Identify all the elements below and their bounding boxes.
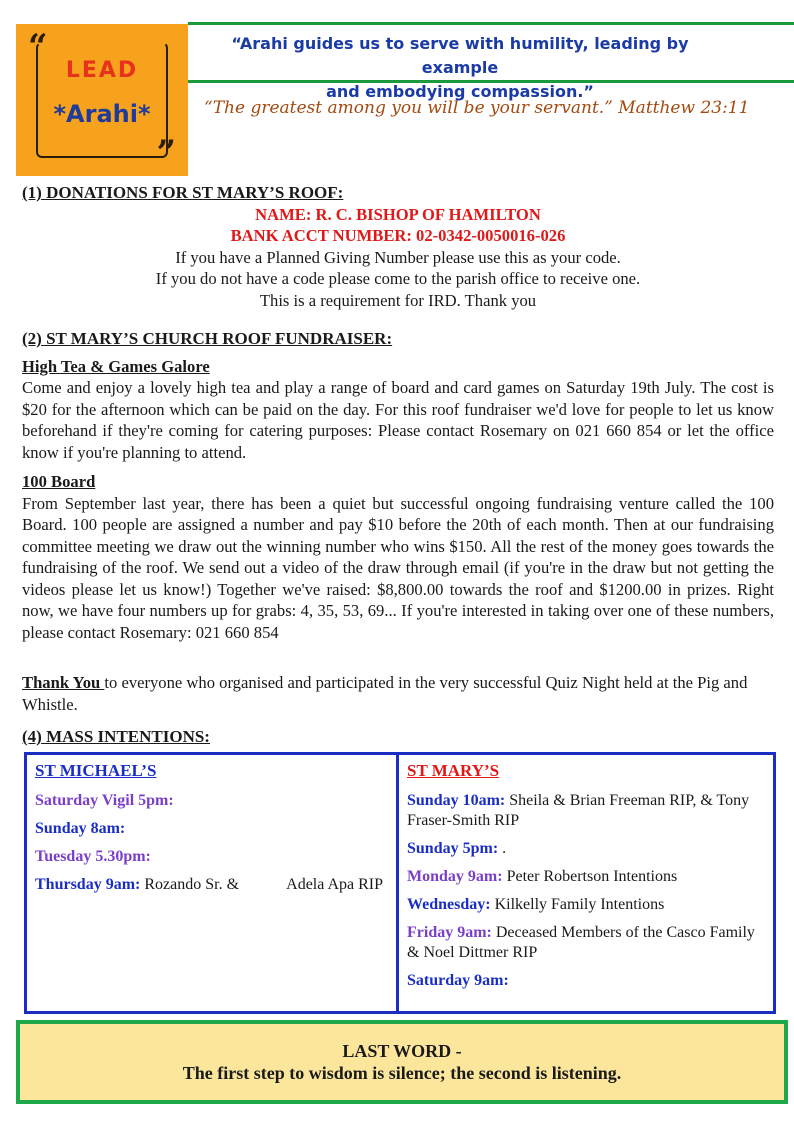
donations-line3: This is a requirement for IRD. Thank you <box>259 290 537 310</box>
mass-time: Friday 9am: <box>407 924 492 941</box>
mass-time: Monday 9am: <box>407 868 503 885</box>
mass-entry <box>407 971 765 991</box>
mass-entry <box>35 847 388 867</box>
donations-line2: If you do not have a code please come to the parish office to receive one. <box>155 269 641 288</box>
mass-intention: Peter Robertson Intentions <box>502 868 678 885</box>
thank-you-label: Thank You <box>22 673 105 692</box>
mass-intention: Deceased Members of the Casco Family & Noel Dittmer RIP <box>407 924 755 961</box>
mass-intention: Kilkelly Family Intentions <box>490 896 665 913</box>
mass-time: Saturday Vigil 5pm: <box>35 792 174 809</box>
st-marys-title: ST MARY’S <box>407 761 500 780</box>
mass-entry <box>407 867 765 887</box>
board-text: From September last year, there has been a quiet but successful ongoing fundraising venture called the 100 Board. 100 people are assigned a number and pay $10 before the 20th of each month. Then at our fundraising committee meeting we draw out the winning number who wins $150. All the rest of the money goes towards the fundraising of the roof. We send out a video of the draw through email (if you're in the draw but not getting the videos please let us know!) Together we've raised: $8,800.00 towards the roof and $1200.00 in prizes. Right now, we have four numbers up for grabs: 4, 35, 53, 69... If you're interested in taking over one of these numbers, please contact Rosemary: 021 660 854 <box>22 493 774 642</box>
donations-account-name: NAME: R. C. BISHOP OF HAMILTON <box>255 204 541 224</box>
mass-intention: Rozando Sr. & Adela Apa RIP <box>140 876 384 893</box>
donations-bank-number: BANK ACCT NUMBER: 02-0342-0050016-026 <box>230 226 566 245</box>
mass-entry <box>407 923 765 963</box>
header-quote-line1: “Arahi guides us to serve with humility, leading by example <box>231 34 689 77</box>
mass-entry <box>407 791 765 831</box>
board-title: 100 Board <box>22 472 96 491</box>
mass-intention: Sheila & Brian Freeman RIP, & Tony Fraser-Smith RIP <box>407 792 750 829</box>
fundraiser-section <box>22 328 774 643</box>
high-tea-text: Come and enjoy a lovely high tea and play a range of board and card games on Saturday 19th July. The cost is $20 for the afternoon which can be paid on the day. For this roof fundraiser we'd love for people to let us know beforehand if they're coming for catering purposes: Please contact Rosemary on 021 660 854 or let the office know if you're planning to attend. <box>22 378 774 462</box>
logo-arahi-text: *Arahi* <box>53 100 151 128</box>
header-rule-top <box>188 22 794 25</box>
mass-time: Tuesday 5.30pm: <box>35 848 151 865</box>
last-word-box <box>16 1020 788 1104</box>
mass-entry <box>35 791 388 811</box>
mass-time: Sunday 10am: <box>407 792 506 809</box>
mass-time: Thursday 9am: <box>35 876 141 893</box>
mass-entry <box>35 875 388 895</box>
mass-time: Saturday 9am: <box>407 972 509 989</box>
logo-close-quote: ” <box>156 133 176 173</box>
logo-open-quote: “ <box>28 27 48 67</box>
mass-entry <box>407 895 765 915</box>
fundraiser-heading: (2) ST MARY’S CHURCH ROOF FUNDRAISER: <box>22 329 393 348</box>
high-tea-title: High Tea & Games Galore <box>22 356 210 376</box>
donations-section <box>22 182 774 311</box>
mass-heading: (4) MASS INTENTIONS: <box>22 727 210 746</box>
donations-heading: (1) DONATIONS FOR ST MARY’S ROOF: <box>22 183 344 202</box>
last-word-text: The first step to wisdom is silence; the second is listening. <box>182 1063 622 1083</box>
thank-you-paragraph <box>22 672 774 715</box>
mass-entry <box>407 839 765 859</box>
header-quote-line2: and embodying compassion.” <box>326 82 594 101</box>
lead-arahi-logo <box>16 24 188 176</box>
header-quote <box>200 32 720 104</box>
mass-time: Wednesday: <box>407 896 491 913</box>
last-word-title: LAST WORD - <box>342 1041 462 1061</box>
mass-heading-wrap <box>22 726 774 748</box>
st-michaels-title: ST MICHAEL’S <box>35 761 157 780</box>
logo-lead-text: LEAD <box>65 58 139 83</box>
thank-you-text: to everyone who organised and participated in the very successful Quiz Night held at the Pig and Whistle. <box>22 673 748 714</box>
mass-entry <box>35 819 388 839</box>
mass-intentions-table <box>24 752 776 1014</box>
mass-intention: . <box>498 840 507 857</box>
donations-line1: If you have a Planned Giving Number please use this as your code. <box>175 247 621 267</box>
st-marys-column <box>399 755 773 1011</box>
st-michaels-column <box>27 755 399 1011</box>
mass-time: Sunday 5pm: <box>407 840 499 857</box>
scripture-quote: “The greatest among you will be your servant.” Matthew 23:11 <box>204 98 750 118</box>
mass-time: Sunday 8am: <box>35 820 126 837</box>
